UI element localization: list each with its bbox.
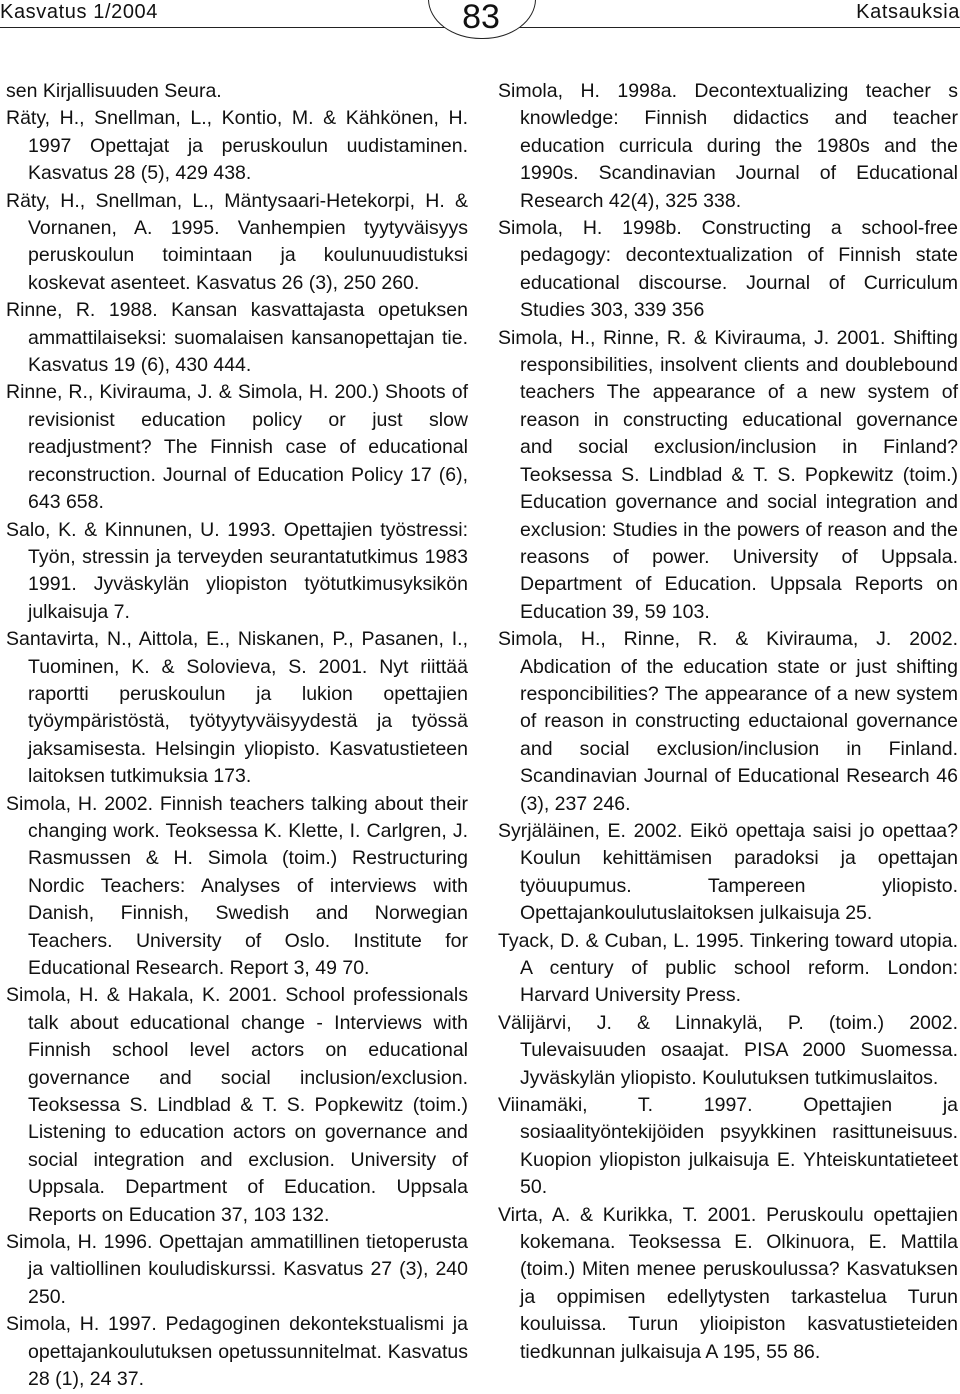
reference-entry: Santavirta, N., Aittola, E., Niskanen, P., Pasanen, I., Tuominen, K. & Solovieva, S. 2001. Nyt riittää raportti peruskoulun ja lukion opettajien työympäristöstä, työtyytyväisyydestä ja työssä jaksamisesta. Helsingin yliopisto. Kasvatustieteen laitoksen tutkimuksia 173. [6, 628, 468, 788]
reference-entry: Viinamäki, T. 1997. Opettajien ja sosiaalityöntekijöiden psyykkinen rasittuneisuus. Kuopion yliopiston julkaisuja E. Yhteiskuntatieteet 50. [498, 1094, 958, 1199]
right-reference-column [498, 78, 958, 1366]
reference-entry: Tyack, D. & Cuban, L. 1995. Tinkering toward utopia. A century of public school reform. London: Harvard University Press. [498, 929, 958, 1007]
reference-entry: sen Kirjallisuuden Seura. [6, 80, 222, 102]
page-number: 83 [462, 0, 500, 36]
reference-entry: Simola, H. 1996. Opettajan ammatillinen tietoperusta ja valtiollinen kouludiskurssi. Kasvatus 27 (3), 240 250. [6, 1231, 468, 1308]
reference-entry: Simola, H. 2002. Finnish teachers talking about their changing work. Teoksessa K. Klette, I. Carlgren, J. Rasmussen & H. Simola (toim.) Restructuring Nordic Teachers: Analyses of interviews with Danish, Finnish, Swedish and Norwegian Teachers. University of Oslo. Institute for Educational Research. Report 3, 49 70. [6, 792, 468, 979]
reference-entry: Salo, K. & Kinnunen, U. 1993. Opettajien työstressi: Työn, stressin ja terveyden seurantatutkimus 1983 1991. Jyväskylän yliopiston työtutkimusyksikön julkaisuja 7. [6, 518, 468, 623]
reference-entry: Välijärvi, J. & Linnakylä, P. (toim.) 2002. Tulevaisuuden osaajat. PISA 2000 Suomessa. Jyväskylän yliopisto. Koulutuksen tutkimuslaitos. [498, 1011, 958, 1089]
reference-entry: Simola, H., Rinne, R. & Kivirauma, J. 2001. Shifting responsibilities, insolvent clients and doublebound teachers The appearance of a new system of reason in constructing educational governance and social exclusion/inclusion in Finland? Teoksessa S. Lindblad & T. S. Popkewitz (toim.) Education governance and social integration and exclusion: Studies in the powers of reason and the reasons of power. University of Uppsala. Department of Education. Uppsala Reports on Education 39, 59 103. [498, 326, 958, 623]
reference-entry: Virta, A. & Kurikka, T. 2001. Peruskoulu opettajien kokemana. Teoksessa E. Olkinuora, E. Mattila (toim.) Miten menee peruskoulussa? Kasvatuksen ja oppimisen edellytysten tarkastelua Turun kouluissa. Turun ylioipiston kasvatustieteiden tiedkunnan julkaisuja A 195, 55 86. [498, 1203, 958, 1363]
reference-entry: Syrjäläinen, E. 2002. Eikö opettaja saisi jo opettaa? Koulun kehittämisen paradoksi ja opettajan työuupumus. Tampereen yliopisto. Opettajankoulutuslaitoksen julkaisuja 25. [498, 819, 958, 925]
reference-entry: Simola, H. 1998a. Decontextualizing teacher s knowledge: Finnish didactics and teacher education curricula during the 1980s and the 1990s. Scandinavian Journal of Educational Research 42(4), 325 338. [498, 80, 958, 212]
reference-entry: Simola, H., Rinne, R. & Kivirauma, J. 2002. Abdication of the education state or just shifting responcibilities? The appearance of a new system of reason in constructing eductaional governance and social exclusion/inclusion in Finland. Scandinavian Journal of Educational Research 46 (3), 237 246. [498, 628, 958, 815]
reference-entry: Simola, H. & Hakala, K. 2001. School professionals talk about educational change - Interviews with Finnish school level actors on educational governance and social inclusion/exclusion. Teoksessa S. Lindblad & T. S. Popkewitz (toim.) Listening to education actors on governance and social integration and exclusion. University of Uppsala. Department of Education. Uppsala Reports on Education 37, 103 132. [6, 984, 468, 1226]
journal-issue: Kasvatus 1/2004 [0, 0, 164, 24]
page-header [0, 0, 960, 40]
section-title: Katsauksia [850, 0, 960, 24]
reference-entry: Rinne, R., Kivirauma, J. & Simola, H. 200.) Shoots of revisionist education policy or just slow readjustment? The Finnish case of educational reconstruction. Journal of Education Policy 17 (6), 643 658. [6, 381, 468, 514]
reference-entry: Räty, H., Snellman, L., Kontio, M. & Kähkönen, H. 1997 Opettajat ja peruskoulun uudistaminen. Kasvatus 28 (5), 429 438. [6, 107, 468, 185]
reference-entry: Simola, H. 1997. Pedagoginen dekontekstualismi ja opettajankoulutuksen opetussunnitelmat. Kasvatus 28 (1), 24 37. [6, 1313, 468, 1391]
reference-entry: Simola, H. 1998b. Constructing a school-free pedagogy: decontextualization of Finnish state educational discourse. Journal of Curriculum Studies 303, 339 356 [498, 217, 958, 322]
left-reference-column [6, 78, 468, 1394]
reference-entry: Räty, H., Snellman, L., Mäntysaari-Hetekorpi, H. & Vornanen, A. 1995. Vanhempien tyytyväisyys peruskoulun toimintaan ja koulunuudistuksi koskevat asenteet. Kasvatus 26 (3), 250 260. [6, 189, 468, 294]
reference-entry: Rinne, R. 1988. Kansan kasvattajasta opetuksen ammattilaiseksi: suomalaisen kansanopettajan tie. Kasvatus 19 (6), 430 444. [6, 299, 468, 377]
